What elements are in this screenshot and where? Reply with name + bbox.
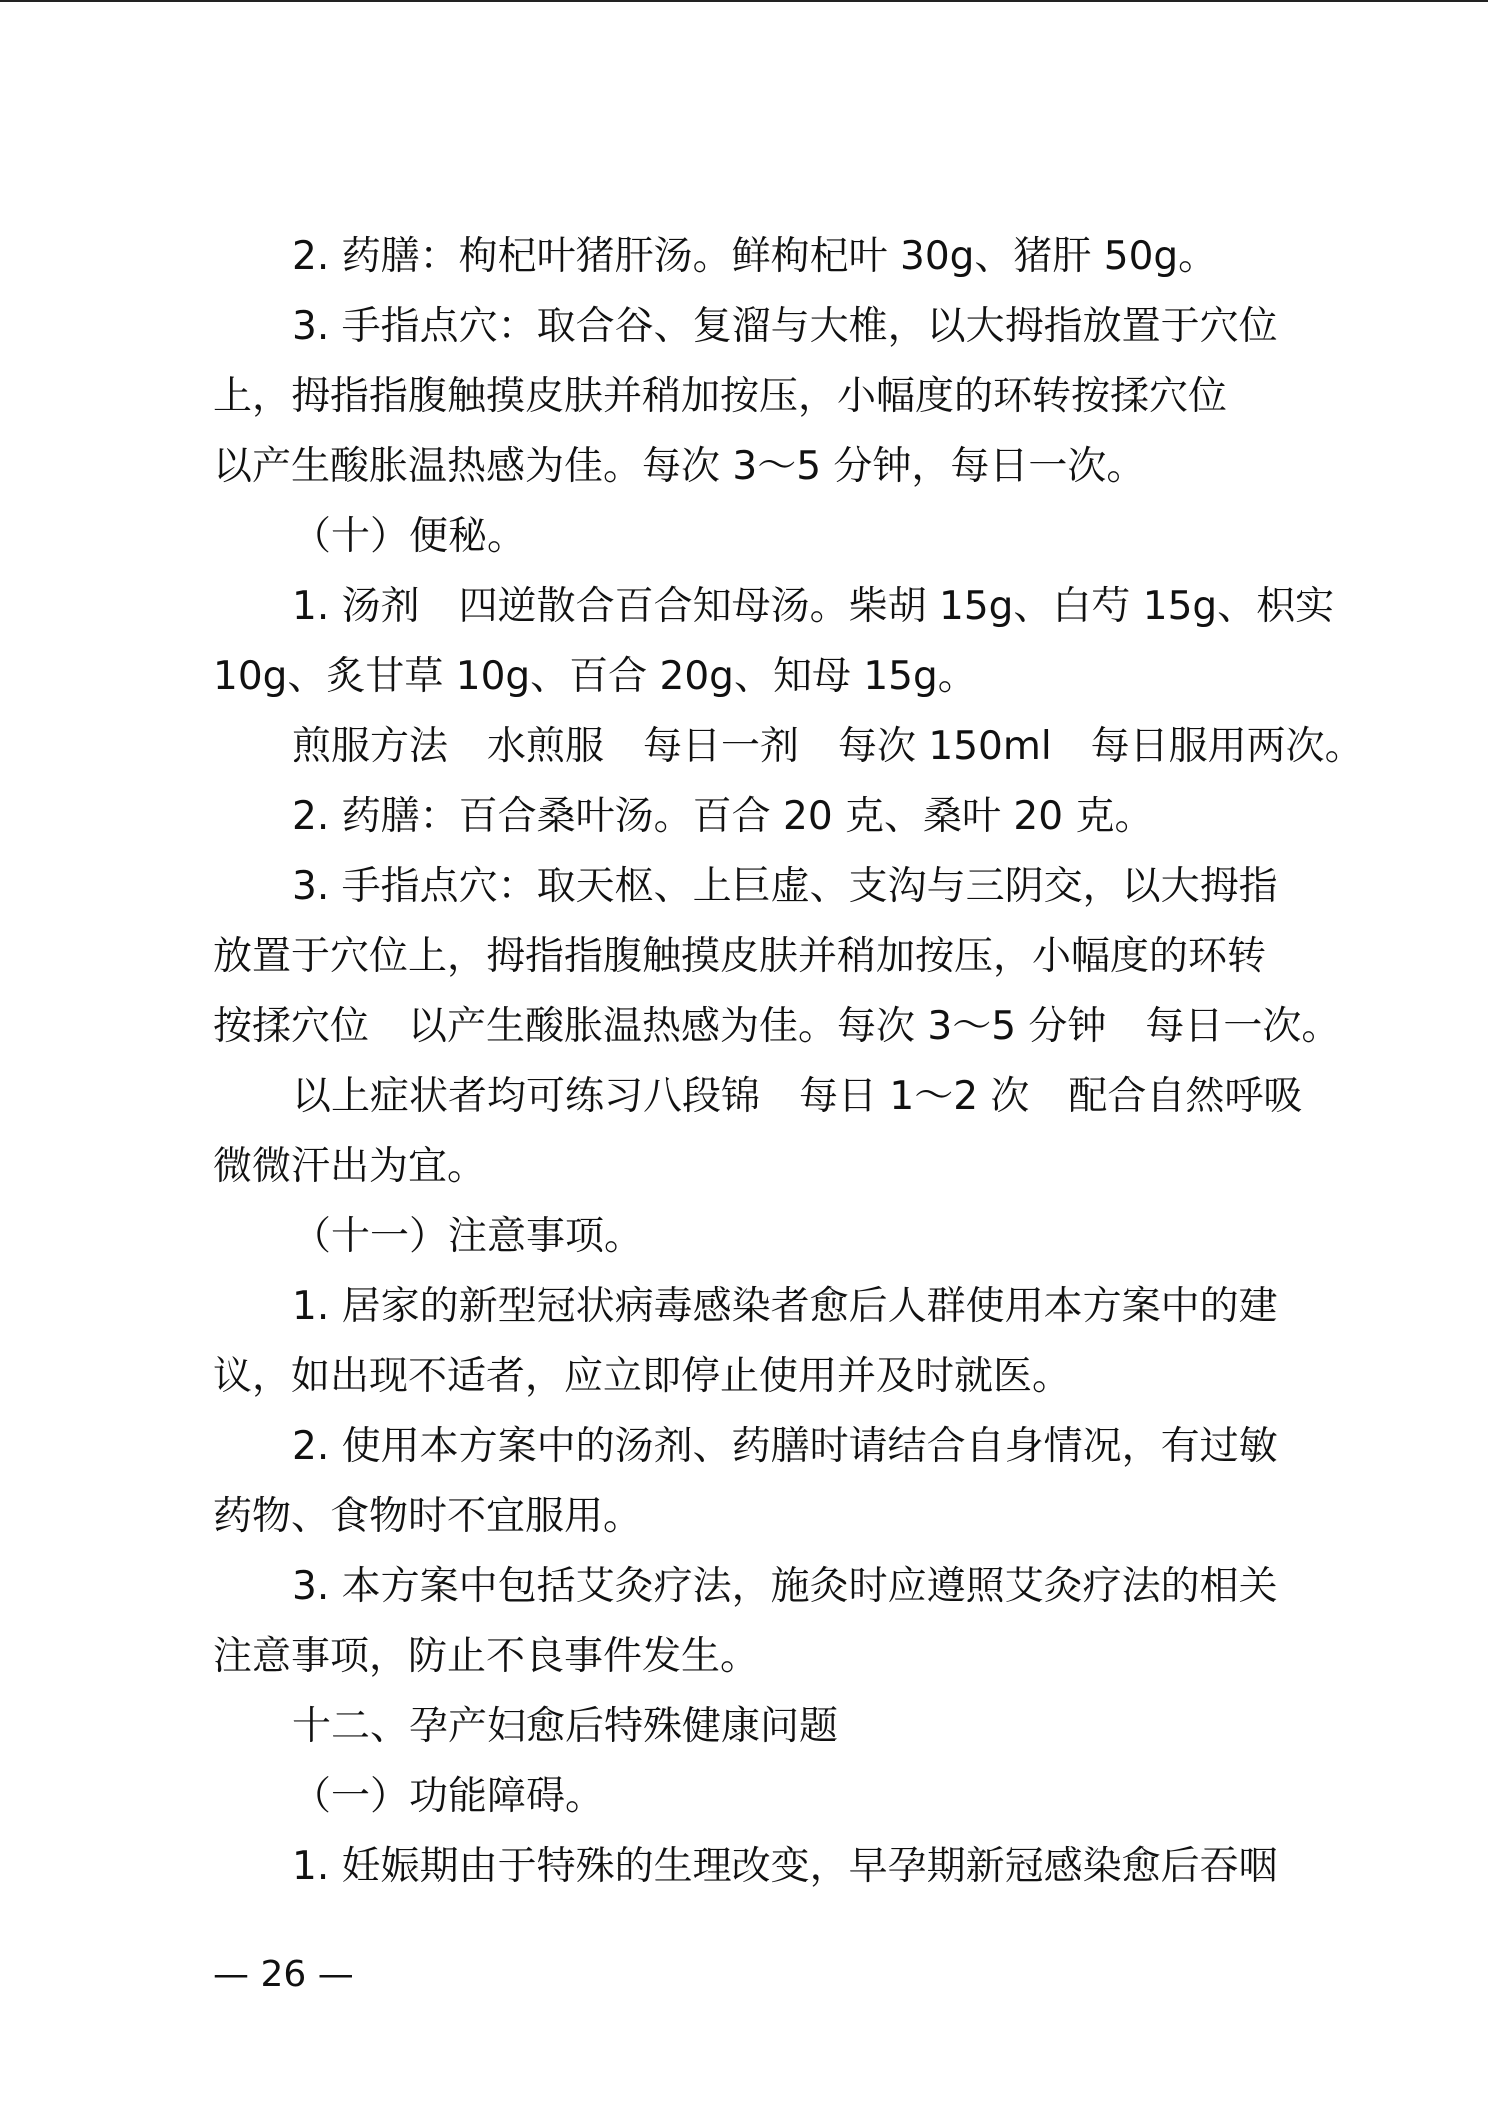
text-line: 1. 居家的新型冠状病毒感染者愈后人群使用本方案中的建	[292, 1284, 1278, 1329]
chapter-heading: 十二、孕产妇愈后特殊健康问题	[292, 1704, 839, 1749]
text-line: 2. 药膳：百合桑叶汤。百合 20 克、桑叶 20 克。	[292, 794, 1154, 839]
text-line: 微微汗出为宜。	[213, 1144, 487, 1189]
text-line: 议，如出现不适者，应立即停止使用并及时就医。	[213, 1354, 1072, 1399]
text-line: 药物、食物时不宜服用。	[213, 1494, 643, 1539]
text-line: 10g、炙甘草 10g、百合 20g、知母 15g。	[213, 654, 977, 699]
section-heading: （一）功能障碍。	[292, 1774, 605, 1819]
text-line: 煎服方法 水煎服 每日一剂 每次 150ml 每日服用两次。	[292, 724, 1364, 769]
page-number: — 26 —	[213, 1954, 354, 1995]
text-line: 2. 使用本方案中的汤剂、药膳时请结合自身情况，有过敏	[292, 1424, 1278, 1469]
text-line: 2. 药膳：枸杞叶猪肝汤。鲜枸杞叶 30g、猪肝 50g。	[292, 234, 1218, 279]
text-line: 3. 手指点穴：取天枢、上巨虚、支沟与三阴交，以大拇指	[292, 864, 1278, 909]
text-line: 1. 汤剂 四逆散合百合知母汤。柴胡 15g、白芍 15g、枳实	[292, 584, 1335, 629]
page-top-border	[0, 0, 1488, 2]
text-line: 3. 手指点穴：取合谷、复溜与大椎，以大拇指放置于穴位	[292, 304, 1278, 349]
section-heading: （十）便秘。	[292, 514, 527, 559]
section-heading: （十一）注意事项。	[292, 1214, 644, 1259]
text-line: 注意事项，防止不良事件发生。	[213, 1634, 760, 1679]
text-line: 3. 本方案中包括艾灸疗法，施灸时应遵照艾灸疗法的相关	[292, 1564, 1278, 1609]
text-line: 放置于穴位上，拇指指腹触摸皮肤并稍加按压，小幅度的环转	[213, 934, 1267, 979]
text-line: 按揉穴位 以产生酸胀温热感为佳。每次 3～5 分钟 每日一次。	[213, 1004, 1341, 1049]
text-line: 上，拇指指腹触摸皮肤并稍加按压，小幅度的环转按揉穴位	[213, 374, 1228, 419]
text-line: 以产生酸胀温热感为佳。每次 3～5 分钟，每日一次。	[213, 444, 1146, 489]
text-line: 以上症状者均可练习八段锦 每日 1～2 次 配合自然呼吸	[292, 1074, 1303, 1119]
text-line: 1. 妊娠期由于特殊的生理改变，早孕期新冠感染愈后吞咽	[292, 1844, 1278, 1889]
document-body	[213, 222, 1364, 1902]
